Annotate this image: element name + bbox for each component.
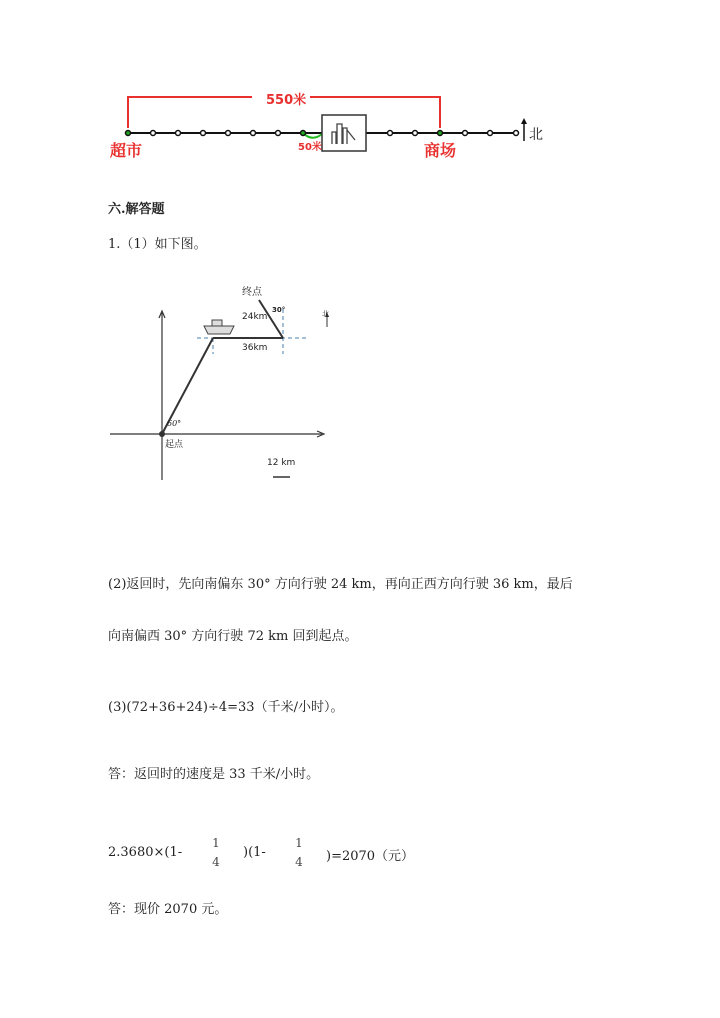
section-title: 六.解答题	[108, 202, 165, 217]
q1-part2-line1: (2)返回时，先向南偏东 30° 方向行驶 24 km，再向正西方向行驶 36 km，最后	[108, 577, 573, 592]
q2-expr-c: )=2070（元）	[326, 849, 415, 864]
building-icon	[322, 115, 366, 151]
fraction2-denominator: 4	[295, 855, 303, 869]
scale-label: 12 km	[267, 458, 296, 468]
end-label: 终点	[242, 287, 262, 298]
fraction1-numerator: 1	[212, 836, 220, 850]
q2-answer: 答：现价 2070 元。	[108, 902, 228, 917]
q1-intro: 1.（1）如下图。	[108, 237, 207, 252]
q2-expr-a: 2.3680×(1-	[108, 845, 183, 860]
q2-expr-b: )(1-	[243, 845, 266, 860]
distance-label: 550米	[264, 89, 308, 108]
coordinate-axes	[110, 311, 324, 480]
north-label-2: 北	[322, 310, 329, 318]
leg2-label: 36km	[242, 343, 268, 353]
fraction2-numerator: 1	[295, 836, 303, 850]
supermarket-label: 超市	[110, 141, 143, 160]
q1-answer: 答：返回时的速度是 33 千米/小时。	[108, 767, 320, 782]
north-label: 北	[529, 127, 543, 143]
ship-icon	[204, 320, 234, 334]
angle2-label: 60°	[167, 419, 182, 428]
fraction1-denominator: 4	[212, 855, 220, 869]
mall-label: 商场	[424, 141, 457, 160]
q1-part3: (3)(72+36+24)÷4=33（千米/小时）。	[108, 700, 344, 715]
start-label: 起点	[165, 440, 184, 450]
q1-part2-line2: 向南偏西 30° 方向行驶 72 km 回到起点。	[108, 629, 358, 644]
angle1-label: 30°	[272, 306, 286, 314]
distance-bracket-left	[128, 97, 252, 128]
leg1-label: 24km	[242, 312, 268, 322]
segment-label: 50米	[298, 142, 322, 153]
